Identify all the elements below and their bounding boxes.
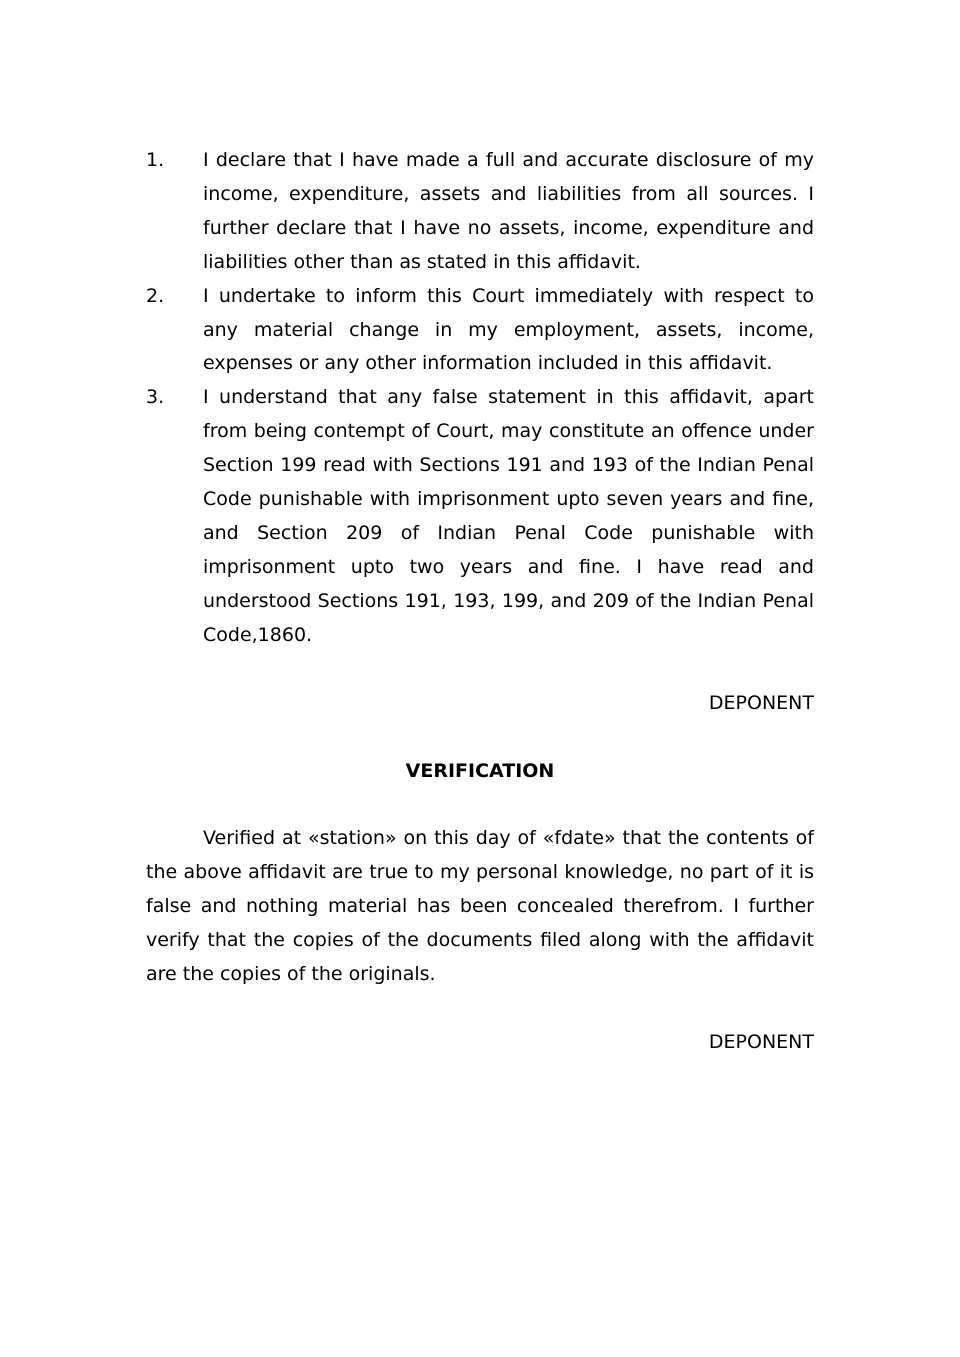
verification-heading: VERIFICATION [405, 759, 555, 782]
declaration-text: I undertake to inform this Court immediately with respect to any material change in my employment, assets, income, expenses or any other information included in this affidavit. [203, 284, 814, 375]
declaration-text: I understand that any false statement in this affidavit, apart from being contempt of Court, may constitute an offence under Section 199 read with Sections 191 and 193 of the Indian Penal Code punishable with imprisonment upto seven years and fine, and Section 209 of Indian Penal Code punishable with imprisonment upto two years and fine. I have read and understood Sections 191, 193, 199, and 209 of the Indian Penal Code,1860. [203, 386, 814, 646]
verification-paragraph: Verified at «station» on this day of «fdate» that the contents of the above affidavit are true to my personal knowledge, no part of it is false and nothing material has been concealed therefrom. I further verify that the copies of the documents filed along with the affidavit are the copies of the originals. [146, 827, 814, 986]
declaration-number: 3. [146, 386, 165, 409]
affidavit-page [146, 144, 814, 1060]
declaration-number: 2. [146, 284, 165, 307]
declaration-number: 1. [146, 149, 165, 171]
verification-deponent-label: DEPONENT [708, 1030, 814, 1053]
declaration-text: I declare that I have made a full and accurate disclosure of my income, expenditure, assets and liabilities from all sources. I further declare that I have no assets, income, expenditure and liabilities other than as stated in this affidavit. [203, 149, 814, 273]
declaration-item-2 [146, 280, 814, 382]
declaration-item-1 [146, 144, 814, 280]
declaration-item-3 [146, 381, 814, 652]
deponent-signature-label: DEPONENT [708, 691, 814, 714]
